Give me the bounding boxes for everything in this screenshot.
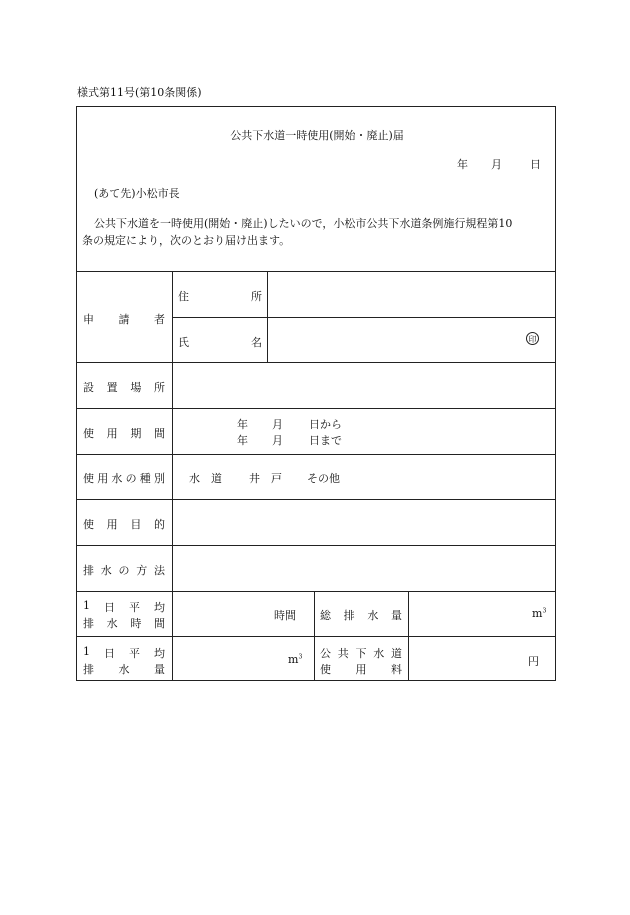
fee-unit: 円 [528, 655, 539, 668]
daily-volume-unit: $m^3$ [288, 653, 303, 666]
row-divider [77, 636, 555, 637]
name-label: 氏 名 [178, 336, 262, 349]
period-to-suffix: 日まで [309, 434, 342, 447]
date-day-label: 日 [530, 158, 541, 171]
total-drain-unit: $m^3$ [532, 607, 547, 620]
fee-label-line-1: 公 共 下 水 道 [320, 647, 402, 660]
period-from-suffix: 日から [309, 418, 342, 431]
row-divider [77, 408, 555, 409]
table-top-border [77, 271, 555, 272]
daily-hours-label-line-2: 排 水 時 間 [83, 617, 165, 630]
location-label: 設 置 場 所 [83, 381, 165, 394]
body-text-line-2: 条の規定により，次のとおり届け出ます。 [82, 234, 291, 247]
form-frame [76, 106, 556, 681]
daily-hours-label-line-1: 1 日 平 均 [83, 599, 165, 614]
address-label: 住 所 [178, 290, 262, 303]
date-month-label: 月 [491, 158, 502, 171]
body-text-line-1: 公共下水道を一時使用(開始・廃止)したいので，小松市公共下水道条例施行規程第10 [94, 217, 513, 230]
total-drain-label: 総 排 水 量 [320, 609, 402, 622]
row-divider [77, 362, 555, 363]
row-divider [77, 499, 555, 500]
water-type-label: 使 用 水 の 種 別 [83, 472, 165, 485]
row-divider [77, 454, 555, 455]
drain-method-label: 排 水 の 方 法 [83, 564, 165, 577]
applicant-label: 申 請 者 [83, 313, 165, 326]
row-divider [77, 591, 555, 592]
water-type-option-well: 井 戸 [249, 472, 282, 485]
column-divider-middle [314, 591, 315, 680]
column-divider-right [408, 591, 409, 680]
addressee: (あて先)小松市長 [94, 187, 180, 200]
period-from-month: 月 [272, 418, 283, 431]
column-divider-label [172, 271, 173, 680]
date-year-label: 年 [457, 158, 468, 171]
seal-mark: 印 [526, 332, 539, 345]
row-divider [77, 545, 555, 546]
column-divider-applicant [267, 271, 268, 362]
daily-hours-unit: 時間 [274, 609, 296, 622]
water-type-option-waterworks: 水 道 [189, 472, 222, 485]
row-divider-applicant [172, 317, 555, 318]
period-label: 使 用 期 間 [83, 427, 165, 440]
water-type-option-other: その他 [307, 472, 340, 485]
form-title: 公共下水道一時使用(開始・廃止)届 [230, 129, 404, 142]
purpose-label: 使 用 目 的 [83, 518, 165, 531]
form-number: 様式第11号(第10条関係) [77, 86, 202, 99]
fee-label-line-2: 使 用 料 [320, 663, 402, 676]
daily-volume-label-line-1: 1 日 平 均 [83, 645, 165, 660]
period-from-year: 年 [237, 418, 248, 431]
daily-volume-label-line-2: 排 水 量 [83, 663, 165, 676]
period-to-month: 月 [272, 434, 283, 447]
period-to-year: 年 [237, 434, 248, 447]
